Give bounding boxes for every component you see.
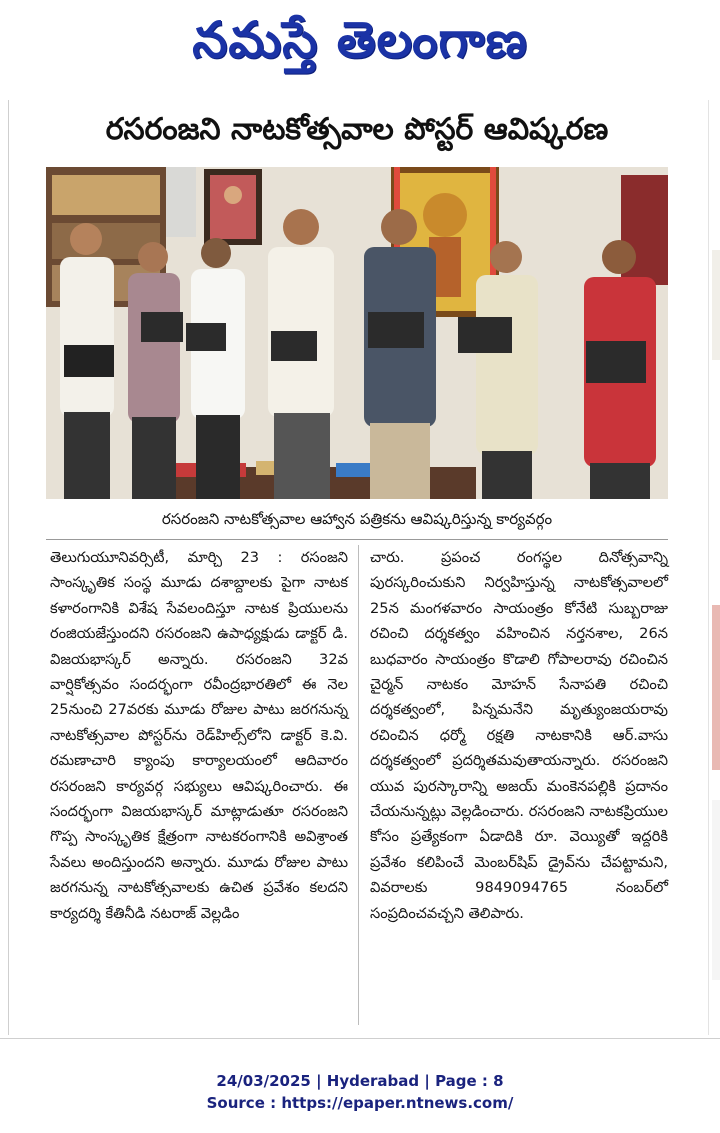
column-divider: [358, 545, 359, 1025]
footer-divider: [0, 1038, 720, 1039]
clip-border: [8, 100, 9, 1035]
photo-illustration: [46, 167, 668, 499]
article-photo: [46, 167, 668, 499]
photo-caption: [46, 503, 668, 540]
caption-text: రసరంజని నాటకోత్సవాల ఆహ్వాన పత్రికను ఆవిష్కరిస్తున్న కార్యవర్గం: [161, 510, 553, 528]
adjacent-clipping-edge: [712, 605, 720, 770]
person-6: [476, 241, 538, 499]
newspaper-masthead: [0, 0, 720, 92]
date-page-line: 24/03/2025 | Hyderabad | Page : 8: [216, 1072, 504, 1090]
source-footer: [0, 1070, 720, 1114]
person-3: [191, 238, 245, 499]
article-body-text: తెలుగుయూనివర్సిటీ, మార్చి 23 : రసంజని సాంస్కృతిక సంస్థ మూడు దశాబ్దాలకు పైగా నాటక కళారంగానికి విశేష సేవలందిస్తూ నాటక ప్రియులను రంజియజేస్తుందని రసరంజని ఉపాధ్యక్షుడు డాక్టర్ డి. విజయభాస్కర్ అన్నారు. రసరంజని 32వ వార్షికోత్సవం సందర్భంగా రవీంద్రభారతిలో ఈ నెల 25నుంచి 27వరకు మూడు రోజుల పాటు జరగనున్న నాటకోత్సవాల పోస్టర్‌ను రెడ్‌హిల్స్‌లోని డాక్టర్ కె.వి. రమణాచారి క్యాంపు కార్యాలయంలో ఆదివారం రసరంజని కార్యవర్గ సభ్యులు ఆవిష్కరించారు. ఈ సందర్భంగా విజయభాస్కర్ మాట్లాడుతూ రసరంజని గొప్ప సాంస్కృతిక క్షేత్రంగా నాటకరంగానికి అవిశ్రాంత సేవలు అందిస్తుందని అన్నారు. మూడు రోజుల పాటు జరగనున్న నాటకోత్సవాలకు ఉచిత ప్రవేశం కలదని కార్యదర్శి కేతినీడి నటరాజ్ వెల్లడిం: [50, 549, 348, 922]
article-column-left: [50, 545, 348, 926]
adjacent-clipping-edge: [712, 250, 720, 360]
article-headline: [46, 104, 668, 162]
article-column-right: [370, 545, 668, 926]
headline-text: రసరంజని నాటకోత్సవాల పోస్టర్ ఆవిష్కరణ: [105, 112, 609, 147]
person-5: [364, 209, 436, 499]
masthead-title: నమస్తే తెలంగాణ: [192, 10, 528, 69]
source-link[interactable]: Source : https://epaper.ntnews.com/: [206, 1094, 514, 1112]
person-2: [128, 242, 180, 499]
article-body-text: చారు. ప్రపంచ రంగస్థల దినోత్సవాన్ని పురస్కరించుకుని నిర్వహిస్తున్న నాటకోత్సవాలలో 25న మంగళవారం సాయంత్రం కోనేటి సుబ్బరాజు రచించి దర్శకత్వం వహించిన నర్తనశాల, 26న బుధవారం సాయంత్రం కొడాలి గోపాలరావు రచించిన చైర్మన్ నాటకం మోహన్ సేనాపతి రచించి దర్శకత్వంలో, పిన్నమనేని మృత్యుంజయరావు రచించిన ధర్మో రక్షతి నాటకానికి ఆర్.వాసు దర్శకత్వంలో ప్రదర్శితమవుతాయన్నారు. రసరంజని యువ పురస్కారాన్ని అజయ్ మంకెనపల్లికి ప్రదానం చేయనున్నట్లు వెల్లడించారు. రసరంజని నాటకప్రియుల కోసం ప్రత్యేకంగా ఏడాదికి రూ. వెయ్యితో ఇద్దరికి ప్రవేశం కలిపించే మెంబర్‌షిప్ డ్రైవ్‌ను చేపట్టామని, వివరాలకు 9849094765 నంబర్‌లో సంప్రదించవచ్చని తెలిపారు.: [370, 549, 668, 922]
clip-border: [708, 100, 709, 1035]
adjacent-clipping-edge: [712, 800, 720, 980]
